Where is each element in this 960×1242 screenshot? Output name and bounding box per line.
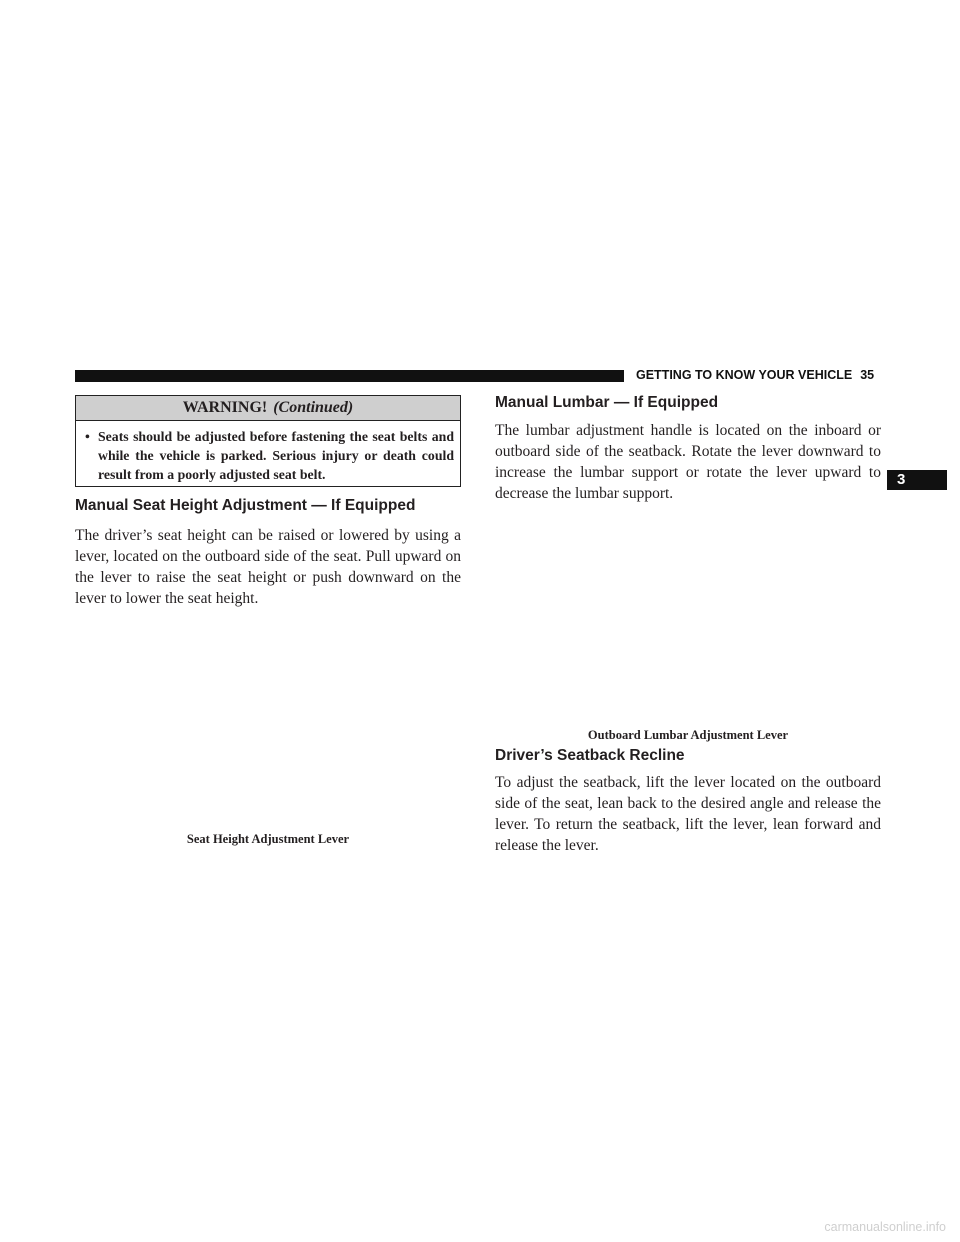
seat-height-paragraph: The driver’s seat height can be raised or lowered by using a lever, located on the outboard side of the seat. Pull upward on the lever to raise the seat height or push downward on the lever to lower the seat height. [75,527,461,607]
seat-height-figure [75,610,461,825]
lumbar-figure [495,505,881,720]
recline-paragraph: To adjust the seatback, lift the lever located on the outboard side of the seat, lean back to the desired angle and release the lever. To return the seatback, lift the lever, lean forward and release the lever. [495,774,881,854]
lumbar-heading: Manual Lumbar — If Equipped [495,394,719,411]
warning-title: WARNING! [182,399,268,416]
lumbar-caption: Outboard Lumbar Adjustment Lever [587,728,789,742]
bullet: • [85,429,90,444]
warning-continued: (Continued) [273,399,354,416]
recline-heading: Driver’s Seatback Recline [495,747,685,764]
warning-header [76,396,460,421]
chapter-tab: 3 [887,470,947,490]
warning-text: Seats should be adjusted before fastening the seat belts and while the vehicle is parked. Serious injury or death could result from a poorly adjusted seat belt. [98,429,454,482]
chapter-title: GETTING TO KNOW YOUR VEHICLE [636,368,853,382]
warning-body [76,421,460,484]
header-rule [75,370,624,382]
watermark: carmanualsonline.info [824,1220,946,1234]
page-number: 35 [860,368,875,382]
warning-box [75,395,461,487]
lumbar-paragraph: The lumbar adjustment handle is located on the inboard or outboard side of the seatback. Rotate the lever downward to increase the lumbar support or rotate the lever upward to decrease the lumbar support. [495,422,881,502]
running-header [636,366,874,384]
seat-height-caption: Seat Height Adjustment Lever [186,832,350,846]
seat-height-heading: Manual Seat Height Adjustment — If Equipped [75,497,416,514]
